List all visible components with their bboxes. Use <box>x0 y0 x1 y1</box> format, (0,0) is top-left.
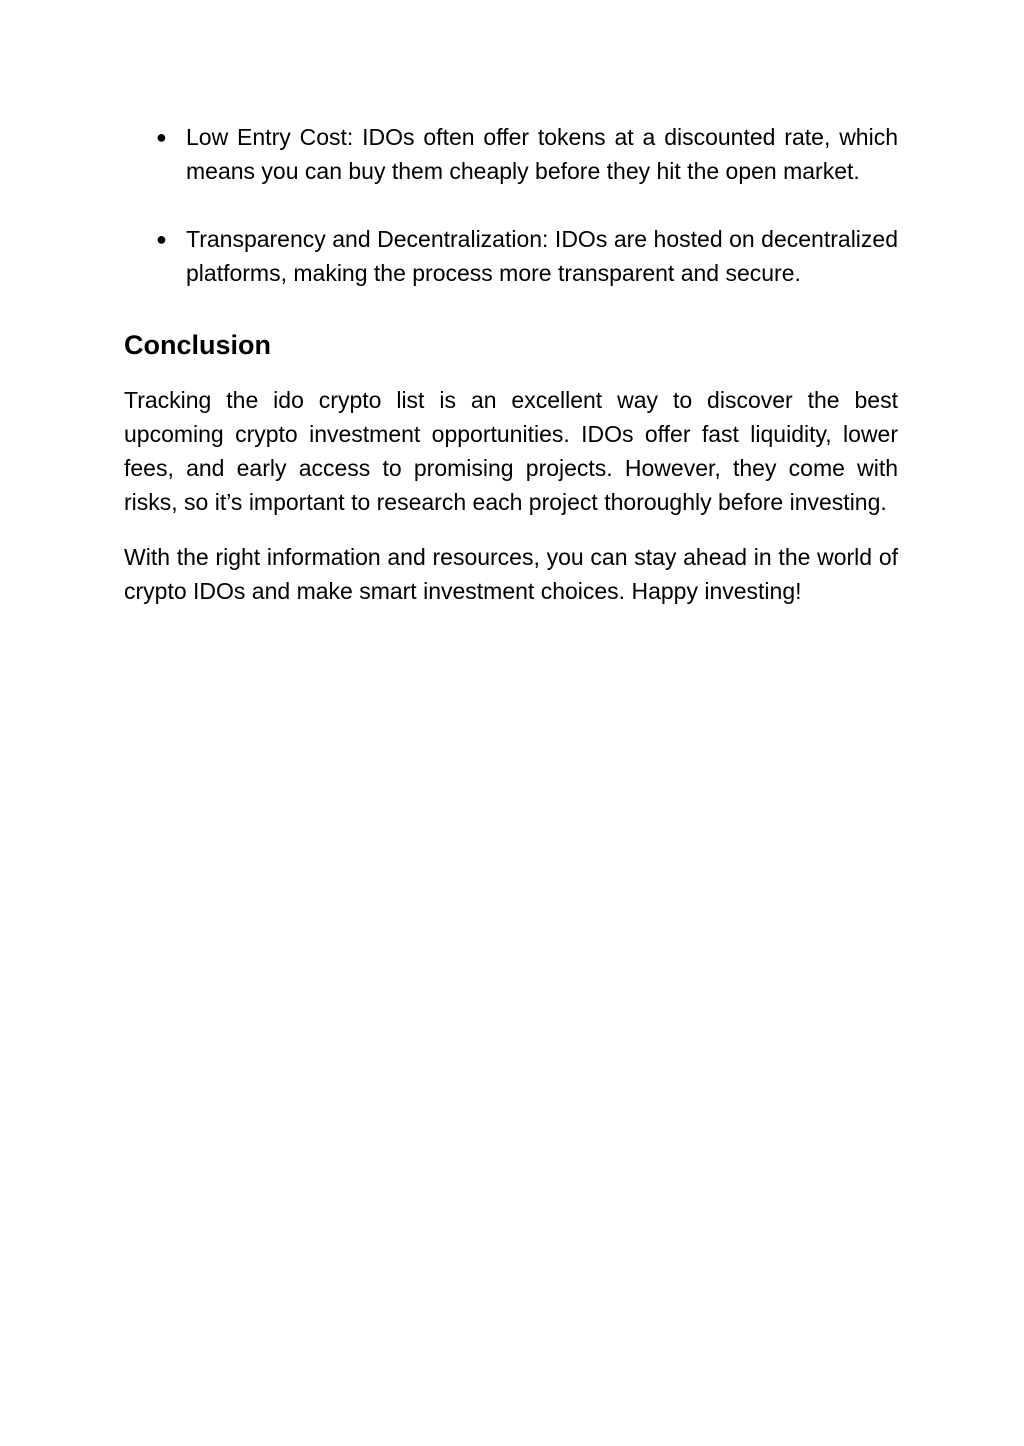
document-page <box>124 120 898 629</box>
list-item-text: Low Entry Cost: IDOs often offer tokens at a discounted rate, which means you can buy them cheaply before they hit the open market. <box>186 124 898 184</box>
conclusion-paragraph-1: Tracking the ido crypto list is an excellent way to discover the best upcoming crypto investment opportunities. IDOs offer fast liquidity, lower fees, and early access to promising projects. However, they come with risks, so it’s important to research each project thoroughly before investing. <box>124 387 898 515</box>
conclusion-heading: Conclusion <box>124 330 271 360</box>
list-item-low-entry-cost <box>124 120 898 188</box>
conclusion-paragraph-2: With the right information and resources, you can stay ahead in the world of crypto IDOs and make smart investment choices. Happy investing! <box>124 544 898 604</box>
benefits-list <box>124 120 898 290</box>
list-item-transparency <box>124 222 898 290</box>
bullet-icon: ● <box>156 229 167 249</box>
bullet-icon: ● <box>156 127 167 147</box>
list-item-text: Transparency and Decentralization: IDOs are hosted on decentralized platforms, making the process more transparent and secure. <box>186 226 898 286</box>
